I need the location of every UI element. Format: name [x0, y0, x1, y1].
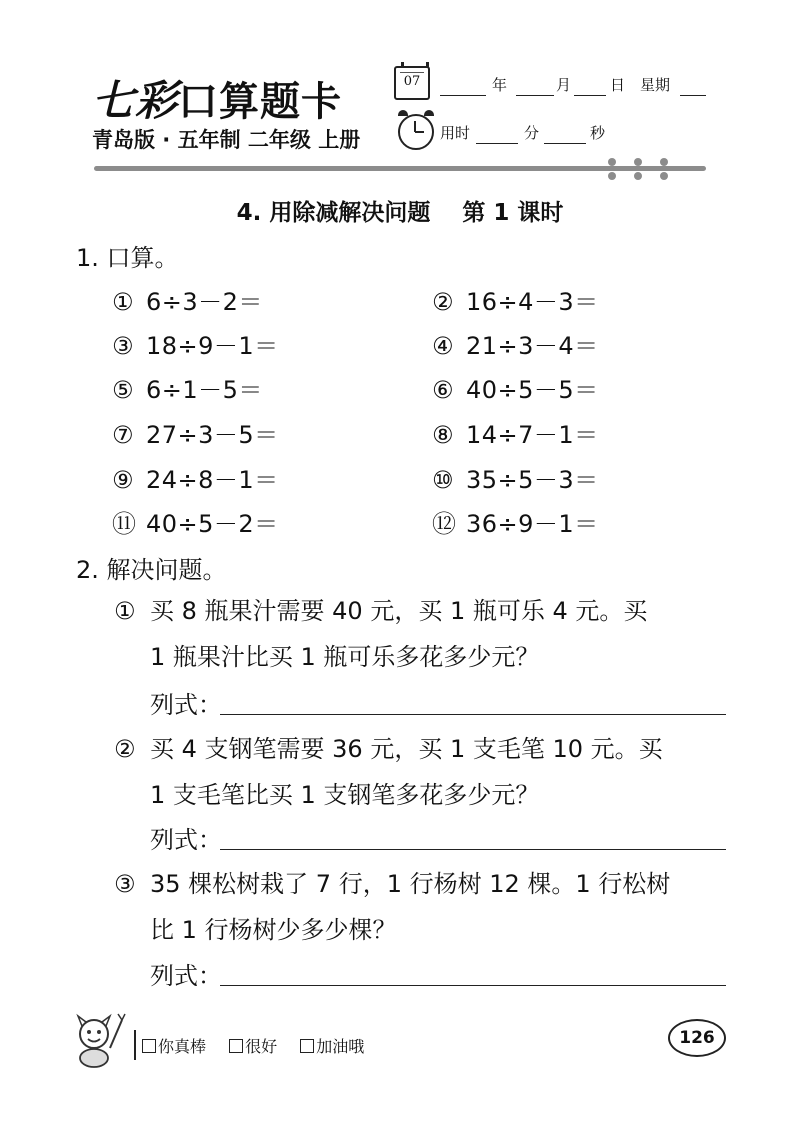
arith-item — [432, 370, 599, 405]
checkbox-icon[interactable] — [300, 1039, 314, 1053]
day-label: 日 — [610, 76, 626, 94]
item-expression: 18÷9－1＝ — [146, 332, 279, 360]
problem-line-2: 比 1 行杨树少多少棵？ — [150, 916, 397, 944]
problem-line-2: 1 瓶果汁比买 1 瓶可乐多花多少元？ — [150, 643, 540, 671]
seconds-blank[interactable] — [544, 143, 586, 144]
item-expression: 27÷3－5＝ — [146, 421, 279, 449]
eval-option[interactable] — [300, 1037, 364, 1056]
problem-line-1: 买 8 瓶果汁需要 40 元，买 1 瓶可乐 4 元。买 — [150, 597, 648, 625]
item-number: ② — [432, 288, 455, 316]
mascot-icon — [70, 1008, 126, 1068]
item-expression: 16÷4－3＝ — [466, 288, 599, 316]
problem-number: ③ — [114, 870, 136, 898]
item-number: ⑥ — [432, 376, 455, 404]
problem-line-2: 1 支毛笔比买 1 支钢笔多花多少元？ — [150, 781, 540, 809]
minutes-blank[interactable] — [476, 143, 518, 144]
checkbox-icon[interactable] — [142, 1039, 156, 1053]
calendar-day: 07 — [403, 74, 421, 89]
divider-knob — [610, 158, 614, 180]
time-used-label: 用时 — [440, 124, 471, 142]
seconds-label: 秒 — [590, 124, 606, 142]
brand-logo — [92, 68, 342, 128]
item-expression: 40÷5－5＝ — [466, 376, 599, 404]
eval-label: 很好 — [245, 1037, 278, 1056]
eval-option[interactable] — [142, 1037, 206, 1056]
arith-item — [112, 415, 279, 450]
item-expression: 36÷9－1＝ — [466, 510, 599, 538]
item-expression: 35÷5－3＝ — [466, 466, 599, 494]
calendar-icon — [394, 66, 430, 100]
answer-line[interactable] — [220, 714, 726, 715]
arith-item — [112, 370, 263, 405]
footer-divider — [134, 1030, 136, 1060]
word-problem — [114, 726, 734, 818]
arith-item — [112, 282, 263, 317]
lesson-title: 4. 用除减解决问题 第 1 课时 — [236, 200, 564, 226]
arith-item — [432, 282, 599, 317]
word-problem — [114, 861, 734, 953]
item-number: ⑦ — [112, 421, 135, 449]
problem-line-1: 35 棵松树栽了 7 行，1 行杨树 12 棵。1 行松树 — [150, 870, 671, 898]
item-expression: 21÷3－4＝ — [466, 332, 599, 360]
weekday-blank[interactable] — [680, 95, 706, 96]
day-blank[interactable] — [574, 95, 606, 96]
brand-char-qi: 七 — [92, 76, 136, 125]
arith-item — [432, 460, 599, 495]
month-blank[interactable] — [516, 95, 554, 96]
brand-name: 口算题卡 — [178, 79, 343, 125]
year-label: 年 — [492, 76, 508, 94]
item-expression: 40÷5－2＝ — [146, 510, 279, 538]
month-label: 月 — [556, 76, 572, 94]
section1-heading: 1. 口算。 — [76, 244, 179, 272]
item-number: ⑨ — [112, 466, 135, 494]
divider-knob — [662, 158, 666, 180]
section2-heading: 2. 解决问题。 — [76, 556, 227, 584]
arith-item — [432, 504, 599, 539]
item-expression: 14÷7－1＝ — [466, 421, 599, 449]
eval-option[interactable] — [229, 1037, 277, 1056]
item-number: ④ — [432, 332, 455, 360]
divider-knob — [636, 158, 640, 180]
answer-line[interactable] — [220, 985, 726, 986]
weekday-label: 星期 — [640, 76, 671, 94]
self-evaluation — [142, 1034, 382, 1057]
answer-label: 列式： — [150, 691, 222, 719]
item-number: ⑤ — [112, 376, 135, 404]
arith-item — [112, 460, 279, 495]
item-expression: 6÷3－2＝ — [146, 288, 263, 316]
answer-label: 列式： — [150, 826, 222, 854]
year-blank[interactable] — [440, 95, 486, 96]
item-number: ③ — [112, 332, 135, 360]
arith-item — [432, 326, 599, 361]
problem-number: ① — [114, 597, 136, 625]
alarm-clock-icon — [398, 114, 434, 150]
date-fields — [440, 74, 710, 98]
checkbox-icon[interactable] — [229, 1039, 243, 1053]
item-number: ⑪ — [112, 510, 137, 538]
eval-label: 加油哦 — [316, 1037, 365, 1056]
brand-char-cai: 彩 — [135, 76, 179, 125]
page-number: 126 — [668, 1019, 726, 1057]
edition-label: 青岛版 · 五年制 二年级 上册 — [92, 128, 361, 152]
word-problem — [114, 588, 734, 680]
item-number: ⑩ — [432, 466, 455, 494]
header-divider — [94, 166, 706, 171]
arith-item — [112, 504, 279, 539]
answer-label: 列式： — [150, 962, 222, 990]
answer-line[interactable] — [220, 849, 726, 850]
item-expression: 6÷1－5＝ — [146, 376, 263, 404]
item-number: ① — [112, 288, 135, 316]
problem-number: ② — [114, 735, 136, 763]
arith-item — [432, 415, 599, 450]
problem-line-1: 买 4 支钢笔需要 36 元，买 1 支毛笔 10 元。买 — [150, 735, 663, 763]
item-number: ⑧ — [432, 421, 455, 449]
eval-label: 你真棒 — [158, 1037, 207, 1056]
item-number: ⑫ — [432, 510, 457, 538]
item-expression: 24÷8－1＝ — [146, 466, 279, 494]
minutes-label: 分 — [524, 124, 540, 142]
time-fields — [440, 122, 640, 146]
arith-item — [112, 326, 279, 361]
